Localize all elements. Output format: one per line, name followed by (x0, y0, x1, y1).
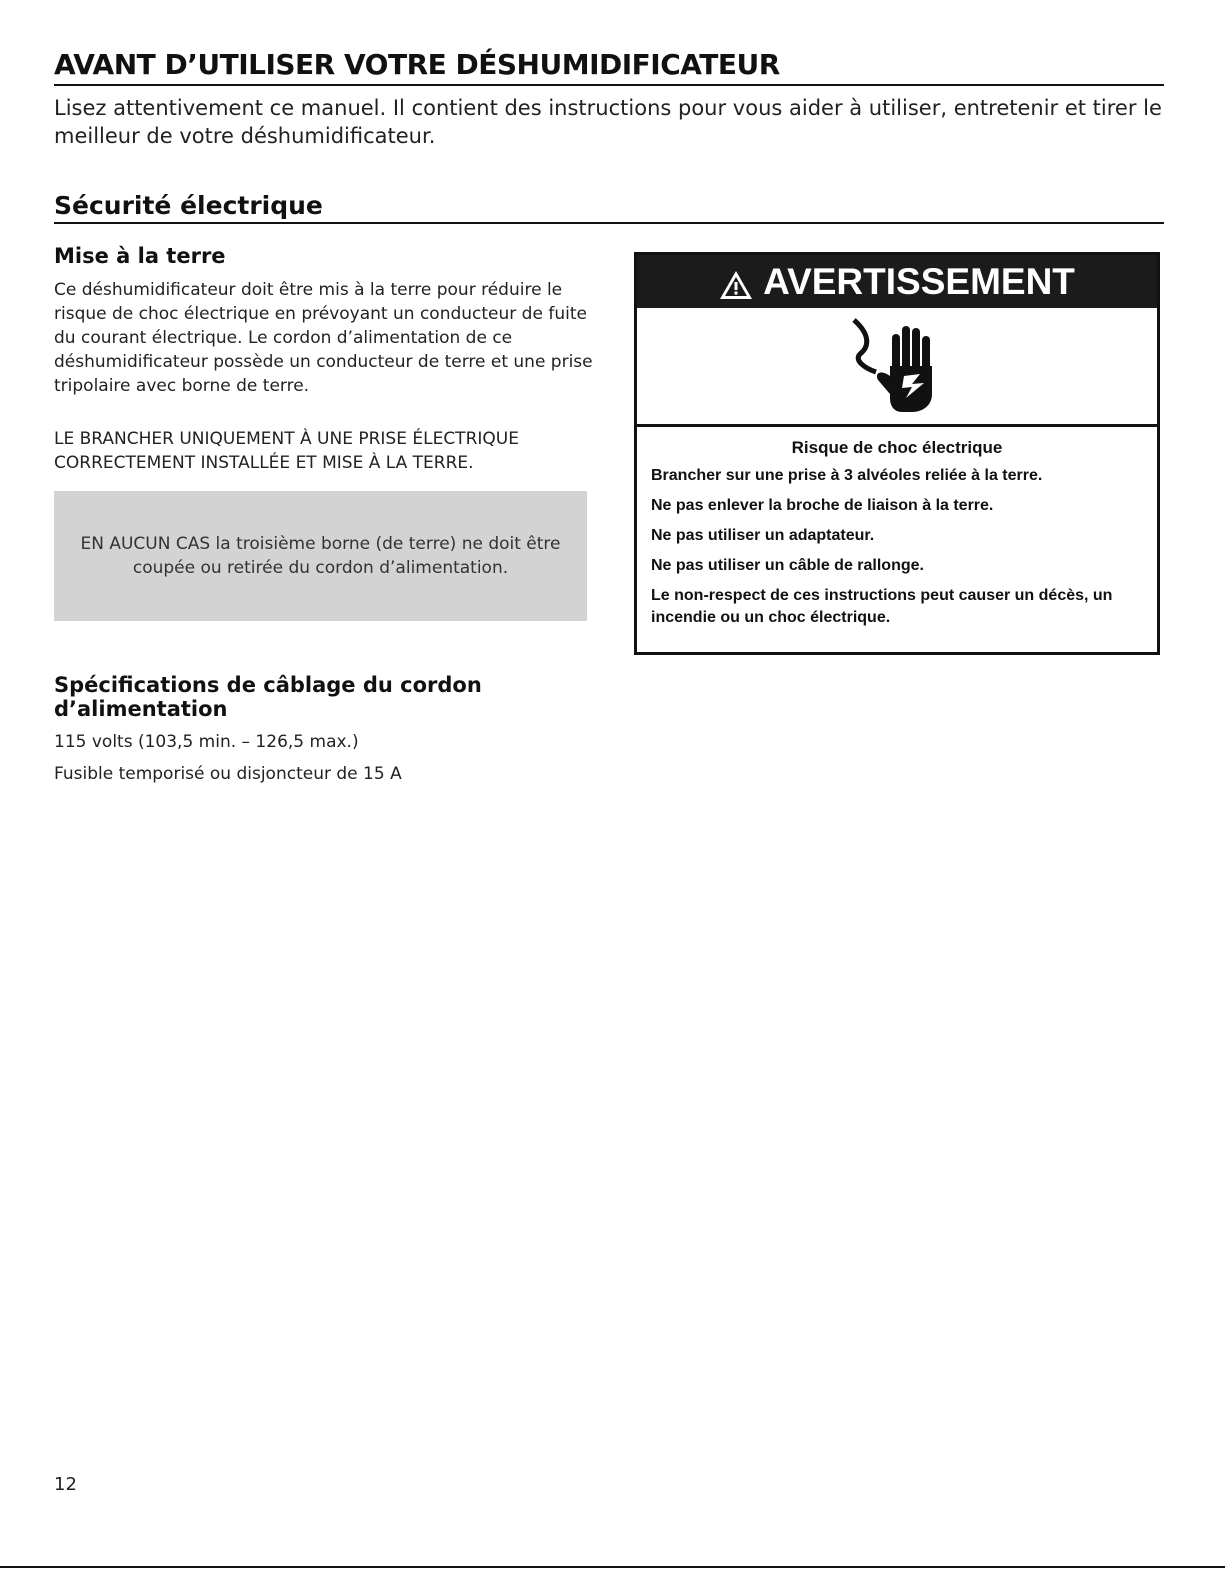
page-number: 12 (54, 1474, 77, 1495)
warning-risk-title: Risque de choc électrique (791, 438, 1003, 457)
warning-image-area (637, 308, 1157, 427)
intro-paragraph: Lisez attentivement ce manuel. Il contient des instructions pour vous aider à utiliser, entretenir et tirer le meilleur de votre déshumidificateur. (54, 96, 1162, 148)
section-title-electrical-safety: Sécurité électrique (54, 190, 1164, 224)
grounding-paragraph: Ce déshumidificateur doit être mis à la terre pour réduire le risque de choc électrique en prévoyant un conducteur de fuite du courant électrique. Le cordon d’alimentation de ce déshumidificateur possède un conducteur de terre et une prise tripolaire avec borne de terre. (54, 280, 593, 396)
warning-header (637, 255, 1157, 308)
wiring-voltage: 115 volts (103,5 min. – 126,5 max.) (54, 732, 359, 752)
warning-line: Ne pas utiliser un adaptateur. (651, 527, 875, 544)
warning-line: Ne pas utiliser un câble de rallonge. (651, 557, 924, 574)
warning-header-text: AVERTISSEMENT (763, 260, 1075, 302)
warning-line: Le non-respect de ces instructions peut causer un décès, un incendie ou un choc électrique. (651, 587, 1113, 626)
subsection-title-wiring: Spécifications de câblage du cordon d’alimentation (54, 673, 482, 721)
notice-box (54, 491, 587, 621)
warning-line: Ne pas enlever la broche de liaison à la terre. (651, 497, 994, 514)
bottom-divider (0, 1566, 1225, 1568)
electric-shock-hand-icon (842, 314, 952, 418)
warning-triangle-icon (719, 267, 753, 297)
grounding-caps-instruction: LE BRANCHER UNIQUEMENT À UNE PRISE ÉLECTRIQUE CORRECTEMENT INSTALLÉE ET MISE À LA TERRE. (54, 429, 519, 473)
page-title: AVANT D’UTILISER VOTRE DÉSHUMIDIFICATEUR (54, 48, 1164, 86)
warning-body (637, 427, 1157, 629)
wiring-fuse: Fusible temporisé ou disjoncteur de 15 A (54, 764, 402, 784)
warning-line: Brancher sur une prise à 3 alvéoles reliée à la terre. (651, 467, 1043, 484)
subsection-title-grounding: Mise à la terre (54, 244, 226, 268)
warning-box (634, 252, 1160, 655)
notice-text: EN AUCUN CAS la troisième borne (de terre) ne doit être coupée ou retirée du cordon d’alimentation. (80, 534, 561, 578)
